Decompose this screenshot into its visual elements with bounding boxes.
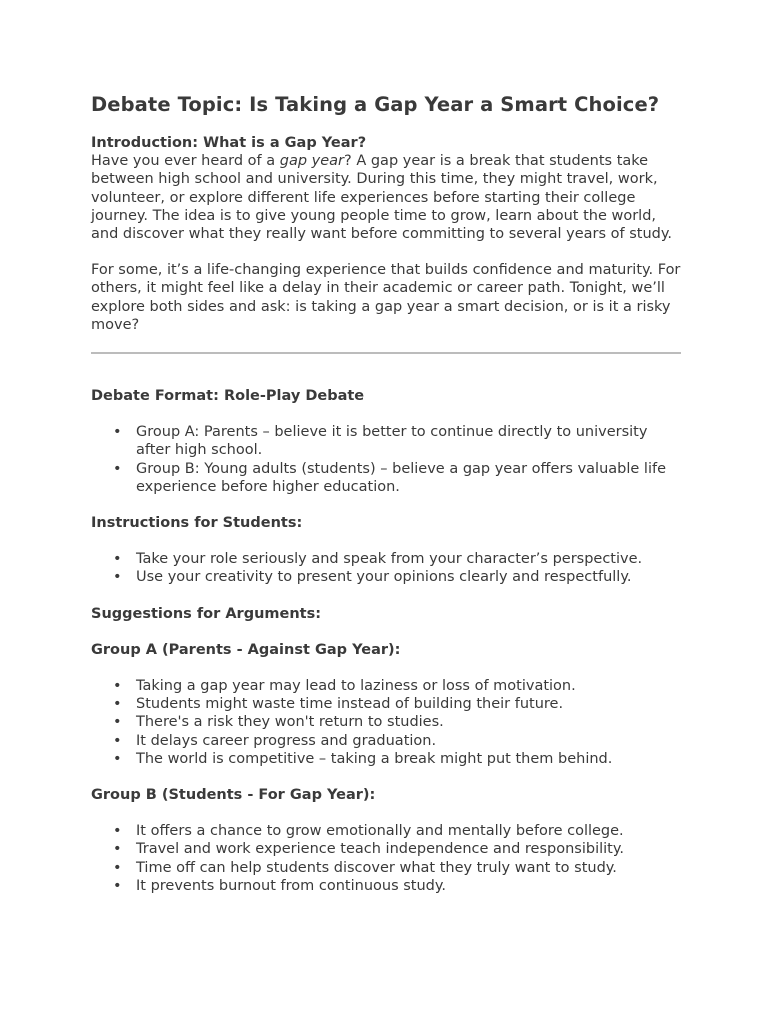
intro-text-post: ? A gap year is a break that students take between high school and university. During this time, they might travel, work, volunteer, or explore different life experiences before starting their college journey. The idea is to give young people time to grow, learn about the world, and discover what they really want before committing to several years of study.	[91, 153, 673, 243]
list-item-text: It offers a chance to grow emotionally and mentally before college.	[136, 823, 624, 840]
format-heading: Debate Format: Role-Play Debate	[91, 388, 365, 405]
list-item-text: There's a risk they won't return to studies.	[136, 714, 444, 731]
instructions-list	[91, 550, 681, 586]
bullet-icon: •	[113, 859, 122, 876]
intro-paragraph-2: For some, it’s a life-changing experience that builds confidence and maturity. For others, it might feel like a delay in their academic or career path. Tonight, we’ll explore both sides and ask: is taking a gap year a smart decision, or is it a risky move?	[91, 262, 681, 333]
page-title: Debate Topic: Is Taking a Gap Year a Smart Choice?	[91, 93, 660, 116]
list-item	[91, 695, 681, 713]
list-item	[91, 568, 681, 586]
bullet-icon: •	[113, 841, 122, 858]
list-item	[91, 460, 681, 496]
bullet-icon: •	[113, 732, 122, 749]
bullet-icon: •	[113, 877, 122, 894]
document-content	[91, 90, 681, 895]
list-item	[91, 713, 681, 731]
list-item-text: Taking a gap year may lead to laziness or loss of motivation.	[136, 678, 576, 695]
horizontal-divider	[91, 352, 681, 354]
list-item-text: Group B: Young adults (students) – believe a gap year offers valuable life experience before higher education.	[136, 460, 667, 495]
list-item	[91, 822, 681, 840]
list-item-text: It delays career progress and graduation.	[136, 732, 437, 749]
list-item-text: The world is competitive – taking a break might put them behind.	[136, 750, 613, 767]
bullet-icon: •	[113, 714, 122, 731]
list-item	[91, 732, 681, 750]
list-item-text: Group A: Parents – believe it is better to continue directly to university after high school.	[136, 424, 648, 459]
bullet-icon: •	[113, 424, 122, 441]
instructions-heading: Instructions for Students:	[91, 515, 303, 532]
list-item	[91, 750, 681, 768]
bullet-icon: •	[113, 823, 122, 840]
group-b-heading: Group B (Students - For Gap Year):	[91, 787, 376, 804]
intro-heading: Introduction: What is a Gap Year?	[91, 135, 367, 151]
group-a-heading: Group A (Parents - Against Gap Year):	[91, 641, 401, 658]
list-item	[91, 859, 681, 877]
intro-text-pre: Have you ever heard of a	[91, 153, 280, 170]
group-a-list	[91, 677, 681, 768]
bullet-icon: •	[113, 678, 122, 695]
list-item	[91, 423, 681, 459]
list-item	[91, 550, 681, 568]
intro-paragraph-1	[91, 152, 681, 243]
bullet-icon: •	[113, 696, 122, 713]
list-item-text: It prevents burnout from continuous study.	[136, 877, 446, 894]
format-list	[91, 423, 681, 496]
group-b-list	[91, 822, 681, 895]
list-item-text: Students might waste time instead of building their future.	[136, 696, 564, 713]
list-item	[91, 677, 681, 695]
suggestions-heading: Suggestions for Arguments:	[91, 605, 322, 622]
bullet-icon: •	[113, 551, 122, 568]
bullet-icon: •	[113, 750, 122, 767]
list-item	[91, 840, 681, 858]
intro-emphasis: gap year	[279, 153, 345, 170]
list-item-text: Travel and work experience teach independence and responsibility.	[136, 841, 624, 858]
list-item-text: Use your creativity to present your opinions clearly and respectfully.	[136, 569, 632, 586]
bullet-icon: •	[113, 460, 122, 477]
list-item	[91, 877, 681, 895]
list-item-text: Time off can help students discover what they truly want to study.	[136, 859, 617, 876]
bullet-icon: •	[113, 569, 122, 586]
list-item-text: Take your role seriously and speak from your character’s perspective.	[136, 551, 643, 568]
